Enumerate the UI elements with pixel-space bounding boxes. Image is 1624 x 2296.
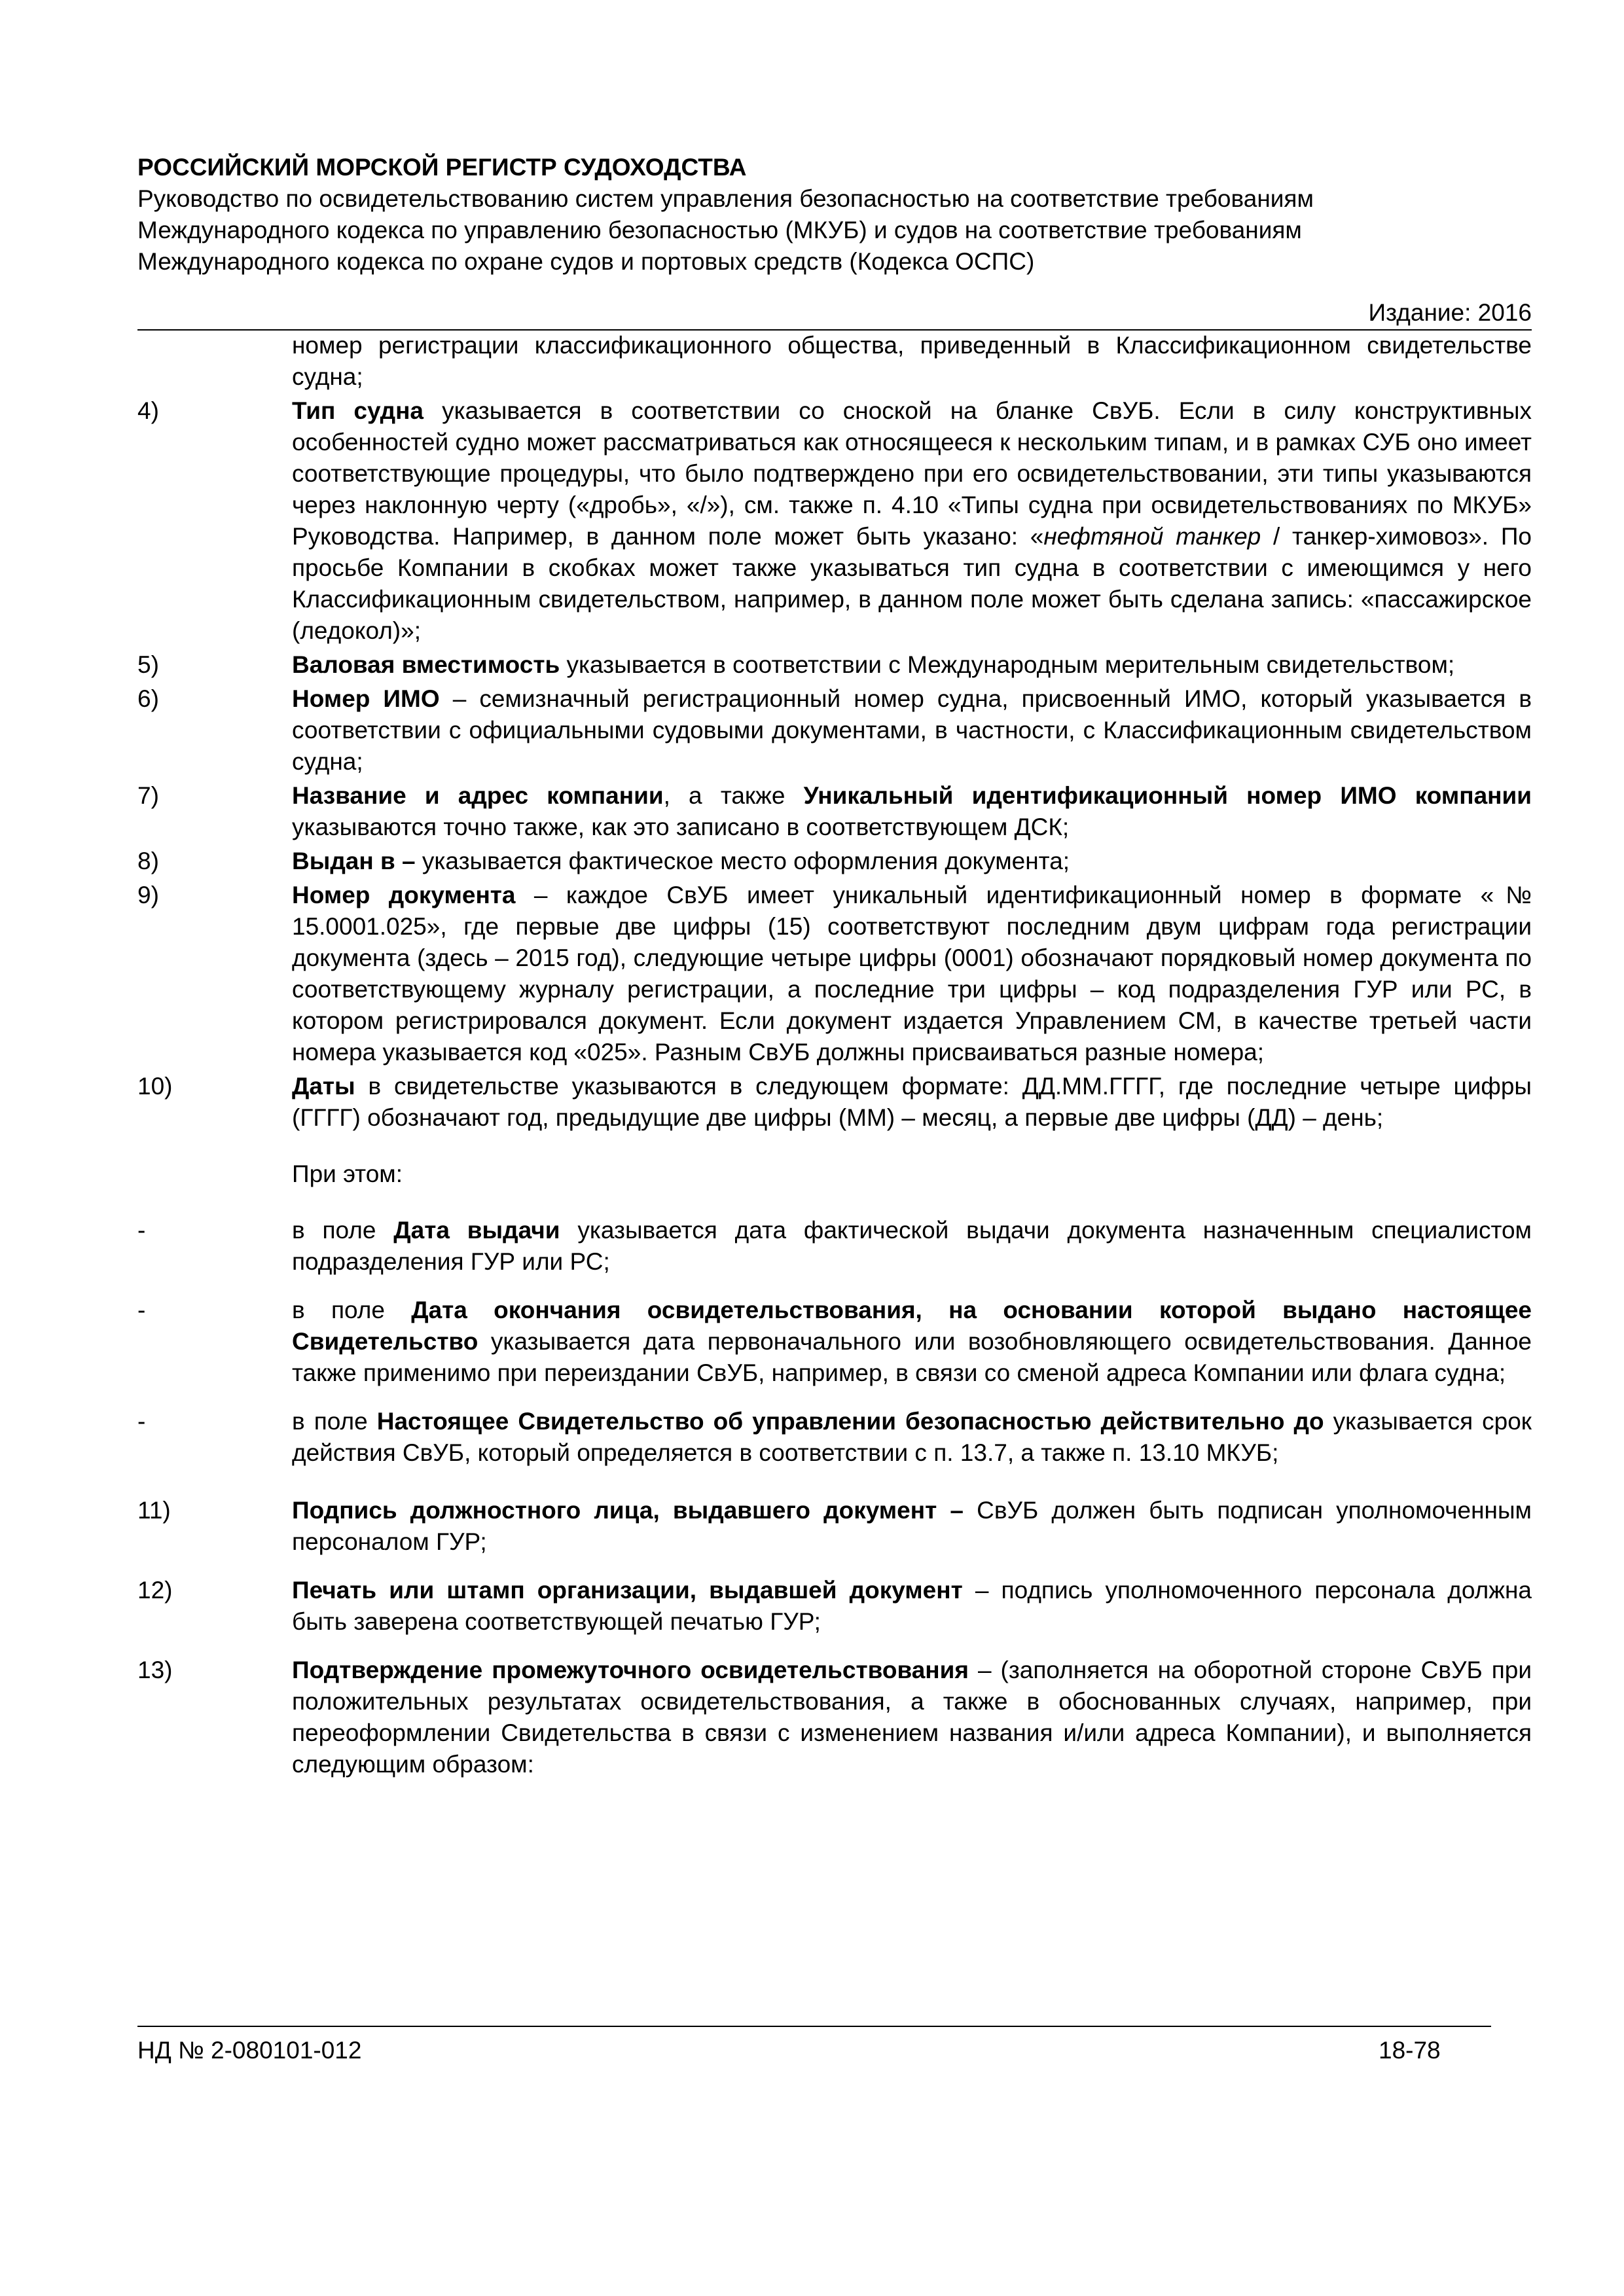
item-number: 11) — [137, 1497, 171, 1524]
list-item-5: 5) Валовая вместимость указывается в соответствии с Международным мерительным свидетельством; — [137, 649, 1532, 681]
list-item-7: 7) Название и адрес компании, а также Уникальный идентификационный номер ИМО компании указываются точно также, как это записано в соответствующем ДСК; — [137, 780, 1532, 843]
item-term: Настоящее Свидетельство об управлении безопасностью действительно до — [376, 1408, 1324, 1435]
item-term: Дата окончания освидетельствования, на основании которой выдано настоящее Свидетельство — [292, 1297, 1532, 1355]
dash-marker: - — [137, 1297, 146, 1323]
item-term: Печать или штамп организации, выдавшей документ — [292, 1577, 963, 1604]
list-item-4: 4) Тип судна указывается в соответствии со сноской на бланке СвУБ. Если в силу конструктивных особенностей судно может рассматриваться как относящееся к нескольким типам, и в рамках СУБ оно имеет соответствующие процедуры, что было подтверждено при его освидетельствовании, эти типы указываются через наклонную черту («дробь», «/»), см. также п. 4.10 «Типы судна при освидетельствованиях по МКУБ» Руководства. Например, в данном поле может быть указано: «нефтяной танкер / танкер-химовоз». По просьбе Компании в скобках может также указываться тип судна в соответствии с имеющимся у него Классификационным свидетельством, например, в данном поле может быть сделана запись: «пассажирское (ледокол)»; — [137, 395, 1532, 647]
edition-label: Издание: 2016 — [1368, 299, 1532, 326]
document-title-line-2: Международного кодекса по управлению безопасностью (МКУБ) и судов на соответствие требованиям — [137, 217, 1302, 243]
item-number: 8) — [137, 848, 159, 874]
list-item-13: 13) Подтверждение промежуточного освидетельствования – (заполняется на оборотной стороне СвУБ при положительных результатах освидетельствования, а также в обоснованных случаях, например, при переоформлении Свидетельства в связи с изменением названия и/или адреса Компании), и выполняется следующим образом: — [137, 1655, 1532, 1780]
item-term: Подпись должностного лица, выдавшего документ – — [292, 1497, 964, 1524]
item-term: Даты — [292, 1073, 355, 1100]
sub-intro: При этом: — [292, 1160, 403, 1187]
list-item-12: 12) Печать или штамп организации, выдавшей документ – подпись уполномоченного персонала должна быть заверена соответствующей печатью ГУР; — [137, 1575, 1532, 1638]
document-title-line-3: Международного кодекса по охране судов и портовых средств (Кодекса ОСПС) — [137, 248, 1035, 275]
item-italic-example: нефтяной танкер — [1043, 523, 1261, 550]
dash-marker: - — [137, 1217, 146, 1244]
item-term: Дата выдачи — [393, 1217, 560, 1244]
page-header — [137, 152, 1532, 278]
item-term: Номер документа — [292, 882, 516, 908]
item-number: 7) — [137, 782, 159, 809]
document-title-line-1: Руководство по освидетельствованию систем управления безопасностью на соответствие требованиям — [137, 185, 1314, 212]
dash-item-validity: - в поле Настоящее Свидетельство об управлении безопасностью действительно до указывается срок действия СвУБ, который определяется в соответствии с п. 13.7, а также п. 13.10 МКУБ; — [137, 1406, 1532, 1469]
list-item-8: 8) Выдан в – указывается фактическое место оформления документа; — [137, 846, 1532, 877]
item-term-2: Уникальный идентификационный номер ИМО компании — [803, 782, 1532, 809]
item-number: 4) — [137, 397, 159, 424]
document-number: НД № 2-080101-012 — [137, 2037, 362, 2064]
list-item-11: 11) Подпись должностного лица, выдавшего документ – СвУБ должен быть подписан уполномоченным персоналом ГУР; — [137, 1495, 1532, 1558]
item-term: Название и адрес компании — [292, 782, 664, 809]
page-number: 18-78 — [1379, 2037, 1441, 2064]
dash-marker: - — [137, 1408, 146, 1435]
item-term: Подтверждение промежуточного освидетельствования — [292, 1657, 969, 1683]
continuation-paragraph: номер регистрации классификационного общества, приведенный в Классификационном свидетельстве судна; — [292, 332, 1532, 390]
item-term: Номер ИМО — [292, 685, 440, 712]
dash-item-issue-date: - в поле Дата выдачи указывается дата фактической выдачи документа назначенным специалистом подразделения ГУР или РС; — [137, 1215, 1532, 1278]
item-term: Валовая вместимость — [292, 651, 560, 678]
item-term: Тип судна — [292, 397, 424, 424]
list-item-6: 6) Номер ИМО – семизначный регистрационный номер судна, присвоенный ИМО, который указывается в соответствии с официальными судовыми документами, в частности, с Классификационным свидетельством судна; — [137, 683, 1532, 778]
item-number: 5) — [137, 651, 159, 678]
item-term: Выдан в – — [292, 848, 416, 874]
item-number: 9) — [137, 882, 159, 908]
item-number: 13) — [137, 1657, 173, 1683]
list-item-10: 10) Даты в свидетельстве указываются в следующем формате: ДД.ММ.ГГГГ, где последние четыре цифры (ГГГГ) обозначают год, предыдущие две цифры (ММ) – месяц, а первые две цифры (ДД) – день; — [137, 1071, 1532, 1134]
item-number: 12) — [137, 1577, 173, 1604]
footer-divider — [137, 2026, 1491, 2027]
organization-title: РОССИЙСКИЙ МОРСКОЙ РЕГИСТР СУДОХОДСТВА — [137, 154, 747, 181]
item-number: 6) — [137, 685, 159, 712]
item-number: 10) — [137, 1073, 173, 1100]
dash-item-survey-date: - в поле Дата окончания освидетельствования, на основании которой выдано настоящее Свидетельство указывается дата первоначального или возобновляющего освидетельствования. Данное также применимо при переиздании СвУБ, например, в связи со сменой адреса Компании или флага судна; — [137, 1295, 1532, 1389]
list-item-9: 9) Номер документа – каждое СвУБ имеет уникальный идентификационный номер в формате «№ 15.0001.025», где первые две цифры (15) соответствуют последним двум цифрам года регистрации документа (здесь – 2015 год), следующие четыре цифры (0001) обозначают порядковый номер документа по соответствующему журналу регистрации, а последние три цифры – код подразделения ГУР или РС, в котором регистрировался документ. Если документ издается Управлением СМ, в качестве третьей части номера указывается код «025». Разным СвУБ должны присваиваться разные номера; — [137, 880, 1532, 1068]
document-body — [137, 330, 1532, 1780]
